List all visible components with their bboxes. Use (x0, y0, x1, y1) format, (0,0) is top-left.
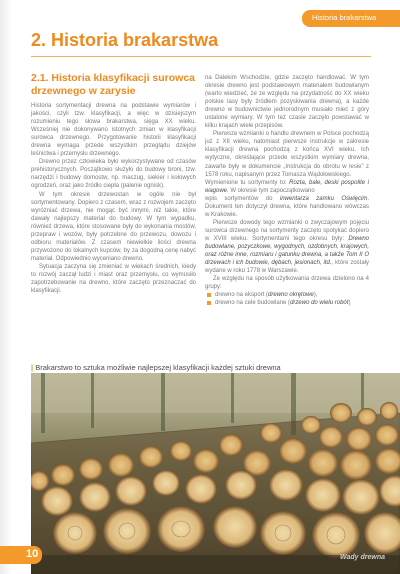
figure-caption (31, 363, 281, 372)
publisher-mark: Wady drewna (340, 554, 385, 561)
text-run: wpis sortymentów do (205, 195, 280, 202)
text-run: . W okresie tym zapoczątkowano (227, 187, 315, 194)
text-run: . Dokument ten dotyczył drewna, które handlowano wówczas w Krakowie. (205, 195, 369, 218)
text-run: Pierwsze dowody tego wzmianki o zwyczajowym pojęciu surowca drzewnego na sortymenty zaczęto spotykać dopiero w XVIII wieku. Sortymentami tego okresu były: (205, 219, 369, 242)
caption-text: Brakarstwo to sztuka możliwie najlepszej klasyfikacji każdej sztuki drewna (35, 363, 281, 372)
bullet-list (205, 291, 369, 307)
paragraph: Sytuacja zaczyna się zmieniać w wiekach średnich, kiedy to rozwój zaczął ludzi i miast oraz przemysłu, co wymusiło zapotrzebowanie na drewno, które zaczęto przeznaczać do klasyfikacji. (31, 263, 196, 295)
text-run: drewno na cele budowlane ( (215, 300, 291, 307)
page-number-tab (0, 546, 42, 564)
page-number: 10 (26, 548, 39, 560)
bullet-square-icon (207, 293, 211, 297)
paragraph (205, 219, 369, 275)
running-header (302, 10, 400, 27)
bullet-item (205, 299, 369, 307)
paragraph: Pierwsze wzmianki o handlu drewnem w Polsce pochodzą już z XII wieku, natomiast pierwsze instrukcje w zakresie klasyfikacji drewna pochodzą z końca XVI wieku. Ich wytyczne, określające przede wszystkim wymiary drewna, zawarte były w dokumencie „Instrukcja do obrotu w lesie” z 1578 roku, napisanym przez Tomasza Wądołowskiego. (205, 131, 369, 178)
text-run: , które zostały wydane w roku 1778 w Warszawie. (205, 260, 370, 275)
italic-run: Drewno budowlane, pozyczkowe, wygodnych, ozdobnych, krajowych, oraz różne inne, rozmiaru i gatunku drewna, a także Tom II O drzewach i ich budowie, dębach, jesionach, itd. (205, 235, 369, 267)
section-title: 2.1. Historia klasyfikacji surowca drzewnego w zarysie (31, 72, 196, 97)
text-column-left (31, 102, 196, 295)
page-spine-shadow (0, 0, 12, 574)
text-run: drewno na eksport ( (215, 292, 269, 299)
text-column-right (205, 74, 369, 307)
italic-run: drewno okrętowe (268, 292, 314, 299)
italic-run: drzewo do wielu robót (290, 300, 349, 307)
chapter-divider (31, 56, 371, 57)
log-pile-photo (31, 373, 400, 574)
paragraph: na Dalekim Wschodzie, gdzie zaczęto handlować. W tym okresie drewno jest podstawowym materiałem budowlanym (warto wiedzieć, że ze względu na przydatność do XX wieku polskie lasy były źródłem pozyskiwania drewna), a każde drewno w budownictwie jednorodnym musiało mieć z góry ustalone wymiary. W tym też czasie zaczęło powstawać w kilku krajach wiele przepisów. (205, 75, 369, 130)
paragraph: Historia sortymentacji drewna na podstawie wymiarów i jakości, czyli tzw. klasyfikacji, a więc w dzisiejszym rozumieniu tego słowa brakarstwa, sięga XX wieku. Wcześniej nie dokonywano istotnych zmian w klasyfikacji surowca drzewnego. Przygotowanie historii klasyfikacji drewna wymaga przede wszystkim przeglądu dziejów leśnictwa i przemysłu drzewnego. (31, 103, 196, 158)
bullet-square-icon (207, 301, 211, 305)
bullet-item (205, 291, 369, 299)
paragraph (205, 179, 369, 195)
caption-marker: | (31, 363, 34, 372)
paragraph: Ze względu na sposób użytkowania drzewa dzielono na 4 grupy: (205, 276, 369, 291)
chapter-title: 2. Historia brakarstwa (31, 30, 219, 50)
text-run: Wymienione tu sortymenty to: (205, 179, 290, 186)
paragraph: W tym okresie drzewostan w ogóle nie był sortymentowany. Dopiero z czasem, wraz z rozwojem zaczęto wyróżniać drzewa, nie mogąc być innymi, niż takie, które dawały najlepszy materiał do budowy. W tym wypadku, również drzewa, które stosowane były do wykonania mostów, przepraw i wozów, były potrzebne do przewozu, dowozu i odbioru materiałów. Z czasem niewielkie ilości drewna przywożono do lokalnych kupców, by za dogodną cenę nabyć materiał. Odpowiednio wyceniano drewno. (31, 191, 196, 262)
paragraph (205, 195, 369, 219)
text-run: ), (313, 292, 318, 299)
text-run: ) (348, 300, 351, 307)
running-header-title: Historia brakarstwa (312, 13, 377, 22)
italic-run: inwentarza zamku Oświęcim (279, 195, 368, 202)
italic-run: Rozta, bale, deski pospolite i wagowe (205, 179, 369, 194)
paragraph: Drewno przez człowieka było wykorzystywane od czasów prehistorycznych. Początkowo służyło do budowy broni, tzw. narzędzi i budowy domostw, np. maczug, siekier i kołowych ogrodzeń, oraz jako źródło ciepła (palenie ognisk). (31, 159, 196, 190)
